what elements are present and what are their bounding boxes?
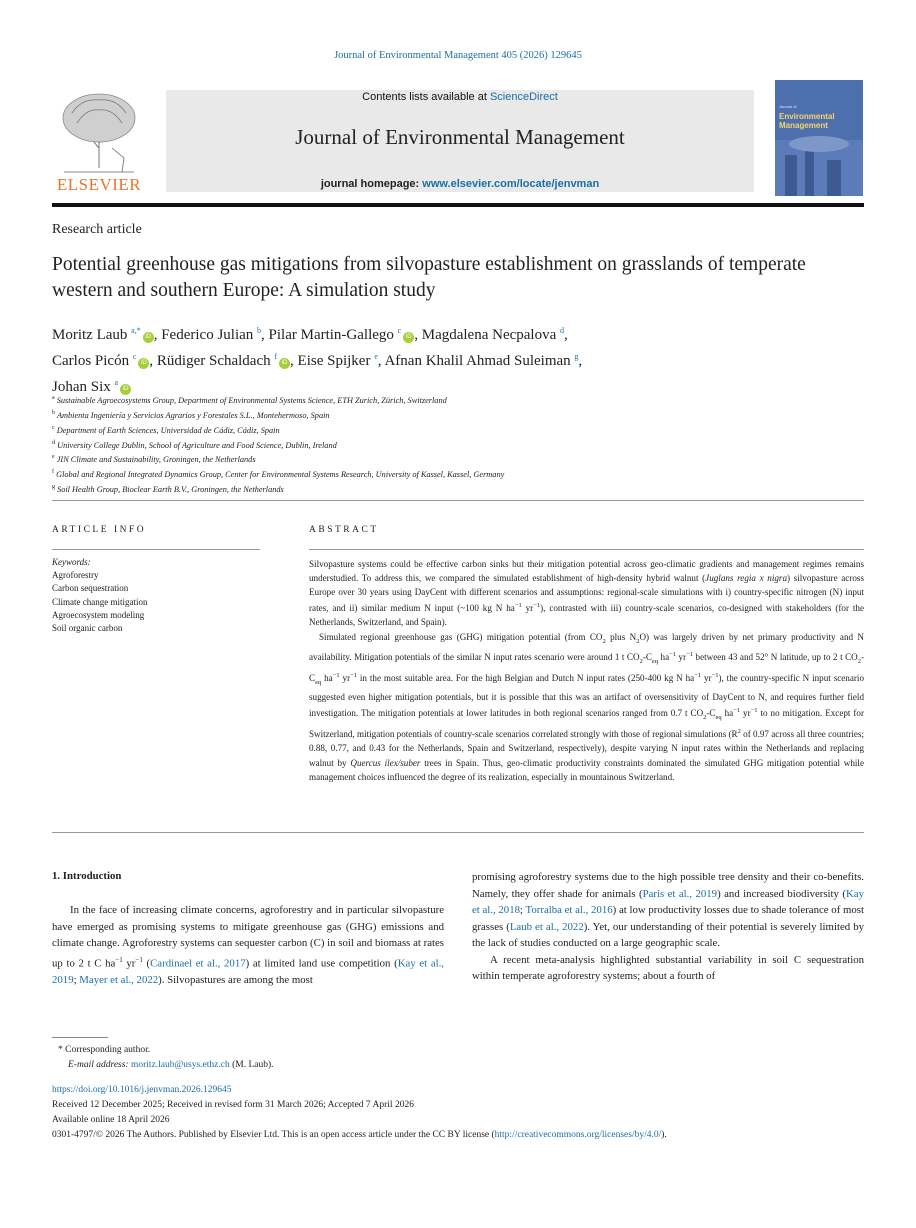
keyword: Agroecosystem modeling [52,609,145,620]
available-online: Available online 18 April 2026 [52,1115,170,1125]
abstract-paragraph-1: Silvopasture systems could be effective carbon sinks but their mitigation potential across geo-climatic gradients and management regimes remains understudied. To address this, we compared the simulated establishment of high-density hybrid walnut (Juglans regia x nigra) silvopasture across Europe over 30 years using DayCent with different scenarios and assumptions: regional-scale simulations with i) country-specific nitrogen (N) input rates, and ii) similar medium N input (~100 kg N $ha^{-1}$ $yr^{-1}$), contrasted with iii) country-scale scenarios, co-designed with stakeholders (for the Netherlands, Switzerland, and Spain). [309,559,864,628]
keyword: Climate change mitigation [52,596,148,607]
cover-title-line1: Environmental [779,112,835,121]
keywords-block [52,556,260,635]
affiliation: $^d$ University College Dublin, School of Agriculture and Food Science, Dublin, Ireland [52,439,337,450]
author-list [52,320,864,398]
citation-link[interactable]: Torralba et al., 2016 [525,904,613,916]
intro-column-2 [472,869,864,985]
divider [52,549,260,550]
keyword: Carbon sequestration [52,583,129,594]
citation-link[interactable]: Cardinael et al., 2017 [150,957,246,970]
received-dates: Received 12 December 2025; Received in revised form 31 March 2026; Accepted 7 April 2026 [52,1100,414,1110]
divider [309,549,864,550]
author-1[interactable]: Moritz Laub $^{a,*}$iD , [52,326,162,343]
citation-link[interactable]: Kay et al., 2019 [52,957,445,986]
corresponding-author-note: * Corresponding author. [58,1045,151,1055]
keyword: Agroforestry [52,570,99,581]
orcid-icon[interactable]: iD [143,332,154,343]
divider [52,832,864,833]
abstract-paragraph-2: Simulated regional greenhouse gas (GHG) mitigation potential (from $CO_2$ plus $N_2O$) was largely driven by net primary productivity and N availability. Mitigation potentials of the similar N input rates scenario were around 1 t $CO_2-C_{eq}$ $ha^{-1}$ $yr^{-1}$ between 43 and 52° N latitude, up to 2 t $CO_2-C_{eq}$ $ha^{-1}$ $yr^{-1}$ in the most suitable area. For the high Belgian and Dutch N input rates (250-400 kg N $ha^{-1}$ $yr^{-1}$), the country-specific N input scenario suggested even higher mitigation potentials, but it is possible that this was an artifact of oversensitivity of DayCent to N, and requires further field investigation. The mitigation potentials at lower latitudes in both regional scenarios ranged from 0.7 t $CO_2-C_{eq}$ $ha^{-1}$ $yr^{-1}$ to no mitigation. Except for Switzerland, mitigation potentials of country-scale scenarios correlated strongly with those of regional simulations ($R^2$ of 0.97 across all three countries; 0.88, 0.77, and 0.43 for the Netherlands, Spain and Switzerland, respectively), despite varying N input rates within the Netherlands and replacing walnut by Quercus ilex/suber trees in Spain. Thus, geo-climatic productivity constraints dominated the simulated GHG mitigation potential while management choices influenced the degree of its realization, especially in mountainous Switzerland. [309,631,865,782]
affiliation: $^g$ Soil Health Group, Bioclear Earth B.V., Groningen, the Netherlands [52,484,284,494]
article-title: Potential greenhouse gas mitigations from silvopasture establishment on grasslands of temperate western and southern Europe: A simulation study [52,254,806,301]
orcid-icon[interactable]: iD [120,384,131,395]
author-5[interactable]: Carlos Picón $^c$iD , [52,352,157,369]
section-heading-introduction: 1. Introduction [52,870,122,882]
cover-top-text: Journal of [779,104,797,109]
journal-reference[interactable]: Journal of Environmental Management 405 (2026) 129645 [334,50,582,61]
license-line: 0301-4797/© 2026 The Authors. Published by Elsevier Ltd. This is an open access article under the CC BY license (http://creativecommons.org/licenses/by/4.0/). [52,1130,667,1140]
footnote-rule [52,1037,108,1038]
affiliation: $^f$ Global and Regional Integrated Dynamics Group, Center for Environmental Systems Research, University of Kassel, Kassel, Germany [52,469,505,480]
article-type: Research article [52,222,142,237]
publisher-wordmark[interactable]: ELSEVIER [56,175,142,194]
orcid-icon[interactable]: iD [138,358,149,369]
homepage-line [166,178,754,190]
intro-column-1 [52,902,444,988]
article-info-label: ARTICLE INFO [52,525,147,535]
abstract-text [309,557,864,784]
author-8[interactable]: Afnan Khalil Ahmad Suleiman $^g$, [384,352,583,369]
keywords-label: Keywords: [52,557,91,567]
contents-line [166,91,754,103]
abstract-label: ABSTRACT [309,525,379,535]
intro-paragraph-2: A recent meta-analysis highlighted substantial variability in soil C sequestration within temperate agroforestry systems; about a fourth of [472,953,864,982]
keyword: Soil organic carbon [52,623,123,634]
email-line: E-mail address: moritz.laub@usys.ethz.ch (M. Laub). [68,1059,274,1070]
author-7[interactable]: Eise Spijker $^e$, [297,352,385,369]
journal-title: Journal of Environmental Management [295,125,625,149]
author-3[interactable]: Pilar Martin-Gallego $^c$iD , [268,326,422,343]
homepage-link[interactable]: www.elsevier.com/locate/jenvman [422,178,600,190]
doi-link[interactable]: https://doi.org/10.1016/j.jenvman.2026.129645 [52,1085,232,1095]
homepage-label: journal homepage: [320,178,423,190]
intro-paragraph-1-cont: promising agroforestry systems due to the high possible tree density and their co-benefits. Namely, they offer shade for animals (Paris et al., 2019) and increased biodiversity (Kay et al., 2018; Torralba et al., 2016) at low productivity losses due to shade tolerance of most grasses (Laub et al., 2022). Yet, our understanding of their potential is severely limited by the lack of studies conducted on a large geographic scale. [472,871,864,949]
article-metadata [52,1083,864,1143]
header-rule [52,203,864,207]
author-4[interactable]: Magdalena Necpalova $^d$, [421,326,568,343]
cover-artwork [775,80,863,196]
intro-paragraph-1: In the face of increasing climate concerns, agroforestry and in particular silvopasture have emerged as promising systems to mitigate greenhouse gas (GHG) emissions and climate change. Agroforestry systems can sequester carbon (C) in soil and biomass at rates up to 2 t C $ha^{-1}$ $yr^{-1}$ (Cardinael et al., 2017) at limited land use competition (Kay et al., 2019; Mayer et al., 2022). Silvopastures are among the most [52,904,445,986]
email-link[interactable]: moritz.laub@usys.ethz.ch [130,1059,230,1070]
divider [52,500,864,501]
orcid-icon[interactable]: iD [403,332,414,343]
affiliation: $^e$ JIN Climate and Sustainability, Groningen, the Netherlands [52,454,256,465]
contents-prefix: Contents lists available at [362,91,490,103]
author-6[interactable]: Rüdiger Schaldach $^f$iD , [156,352,298,369]
affiliation: $^b$ Ambienta Ingeniería y Servicios Agrarios y Forestales S.L., Montehermoso, Spain [52,409,330,420]
orcid-icon[interactable]: iD [279,358,290,369]
citation-link[interactable]: Paris et al., 2019 [642,887,718,900]
cover-title [779,112,859,130]
journal-cover[interactable] [775,80,863,196]
author-2[interactable]: Federico Julian $^b$, [161,326,269,343]
citation-link[interactable]: Kay et al., 2018 [472,887,864,916]
citation-link[interactable]: Laub et al., 2022 [509,920,584,933]
cover-title-line2: Management [779,121,828,130]
affiliation-list [52,392,864,496]
author-9[interactable]: Johan Six $^a$iD [52,379,131,395]
sciencedirect-link[interactable]: ScienceDirect [489,91,558,103]
footnote [58,1043,864,1072]
affiliation: $^a$ Sustainable Agroecosystems Group, Department of Environmental Systems Science, ETH Zurich, Zürich, Switzerland [52,395,447,405]
license-link[interactable]: http://creativecommons.org/licenses/by/4.0/ [494,1130,662,1140]
affiliation: $^c$ Department of Earth Sciences, Universidad de Cádiz, Cádiz, Spain [52,424,280,435]
citation-link[interactable]: Mayer et al., 2022 [79,973,159,986]
